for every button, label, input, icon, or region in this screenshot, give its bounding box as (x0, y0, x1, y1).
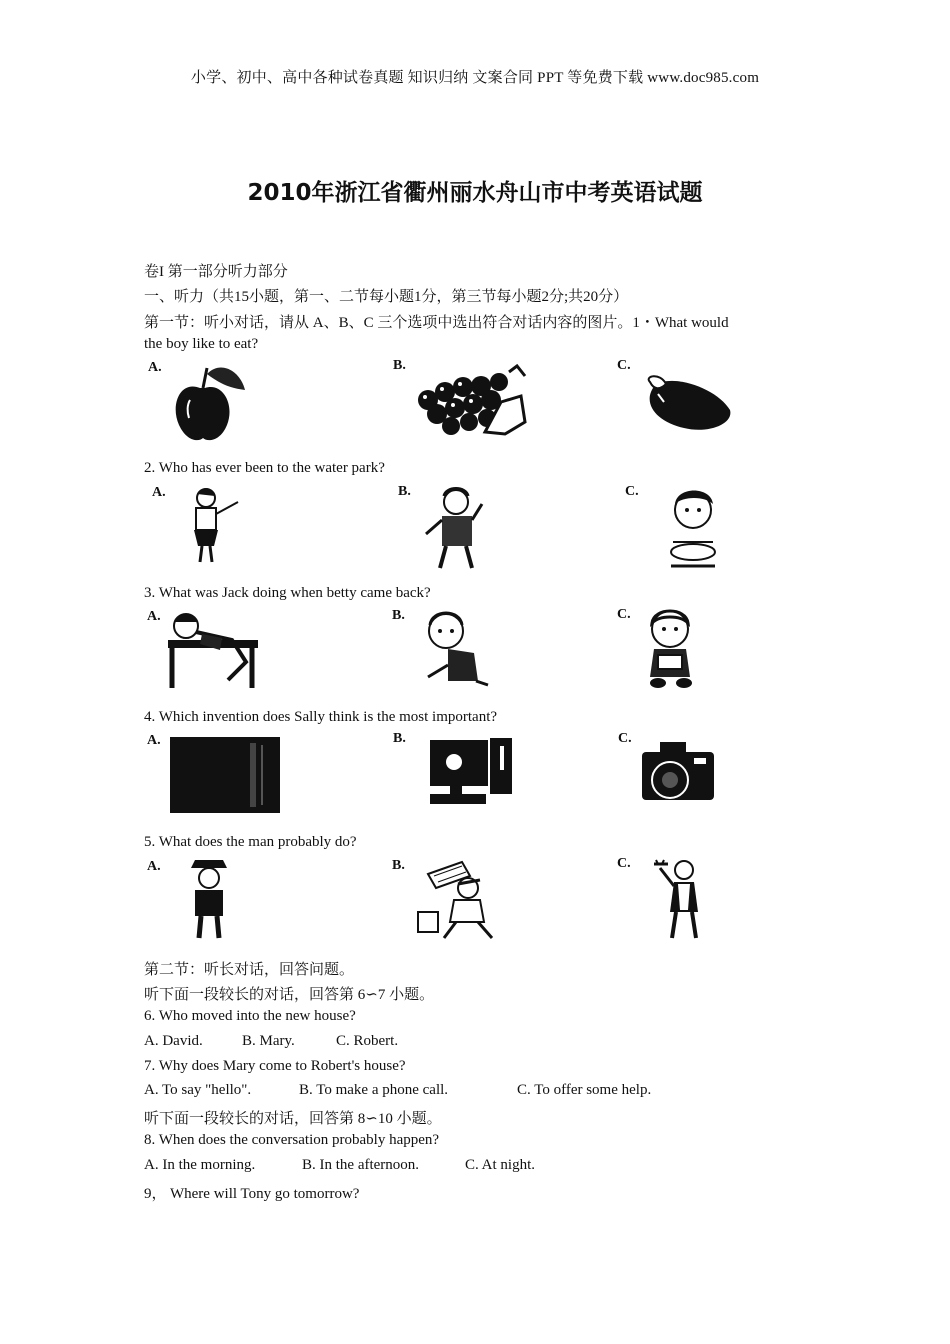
option-label-c: C. (617, 607, 631, 622)
option: A. In the morning. (144, 1157, 256, 1173)
option-label-a: A. (147, 609, 161, 624)
option-label-b: B. (392, 608, 405, 623)
option: B. In the afternoon. (302, 1157, 420, 1173)
waiter-icon (652, 856, 708, 942)
section2-heading: 第二节：听长对话，回答问题。 (144, 962, 355, 978)
policeman-icon (183, 856, 235, 940)
option: A. David. (144, 1033, 203, 1049)
grapes-icon (413, 362, 531, 438)
tv-icon (168, 733, 284, 815)
question-8-options (144, 1157, 535, 1174)
computer-icon (426, 734, 516, 814)
sub1-instruction: 第一节：听小对话，请从 A、B、C 三个选项中选出符合对话内容的图片。1・What would (144, 315, 729, 331)
option: C. Robert. (336, 1033, 399, 1049)
question-1: the boy like to eat? (144, 336, 259, 352)
option-label-b: B. (398, 484, 411, 499)
question-7-options (144, 1082, 651, 1099)
option-label-c: C. (617, 358, 631, 373)
question-6: 6. Who moved into the new house? (144, 1008, 356, 1024)
boy-reading-icon (640, 605, 700, 689)
question-6-options (144, 1033, 398, 1050)
boy-cleaning-icon (418, 605, 492, 689)
delivery-man-icon (414, 858, 500, 942)
option: C. To offer some help. (517, 1082, 652, 1098)
eggplant-icon (638, 372, 734, 434)
apple-icon (165, 360, 255, 446)
page-title: 2010年浙江省衢州丽水舟山市中考英语试题 (247, 180, 703, 206)
question-2: 2. Who has ever been to the water park? (144, 460, 385, 476)
question-5: 5. What does the man probably do? (144, 834, 357, 850)
option-label-b: B. (393, 731, 406, 746)
question-3: 3. What was Jack doing when betty came back? (144, 585, 431, 601)
option-label-b: B. (393, 358, 406, 373)
option-label-a: A. (147, 859, 161, 874)
option-label-b: B. (392, 858, 405, 873)
camera-icon (640, 738, 718, 812)
question-8: 8. When does the conversation probably happen? (144, 1132, 440, 1148)
option-label-c: C. (625, 484, 639, 499)
question-4: 4. Which invention does Sally think is the most important? (144, 709, 498, 725)
section-heading: 一、听力（共15小题，第一、二节每小题1分，第三节每小题2分;共20分） (144, 289, 629, 305)
section2-intro-2: 听下面一段较长的对话，回答第 8∽10 小题。 (144, 1111, 442, 1127)
option: A. To say "hello". (144, 1082, 252, 1098)
option-label-a: A. (148, 360, 162, 375)
question-9: 9， Where will Tony go tomorrow? (144, 1186, 360, 1202)
page-header: 小学、初中、高中各种试卷真题 知识归纳 文案合同 PPT 等免费下载 www.doc985.com (190, 70, 760, 86)
option-label-c: C. (617, 856, 631, 871)
boy-thinking-icon (416, 484, 490, 570)
option: B. To make a phone call. (299, 1082, 449, 1098)
section2-intro-1: 听下面一段较长的对话，回答第 6∽7 小题。 (144, 987, 435, 1003)
boy-lying-icon (162, 610, 262, 690)
option: C. At night. (465, 1157, 536, 1173)
option-label-a: A. (152, 485, 166, 500)
girl-pointing-icon (182, 484, 242, 566)
option: B. Mary. (242, 1033, 295, 1049)
boy-eating-icon (655, 486, 731, 570)
option-label-a: A. (147, 733, 161, 748)
part-heading: 卷I 第一部分听力部分 (144, 264, 288, 280)
option-label-c: C. (618, 731, 632, 746)
question-7: 7. Why does Mary come to Robert's house? (144, 1058, 406, 1074)
